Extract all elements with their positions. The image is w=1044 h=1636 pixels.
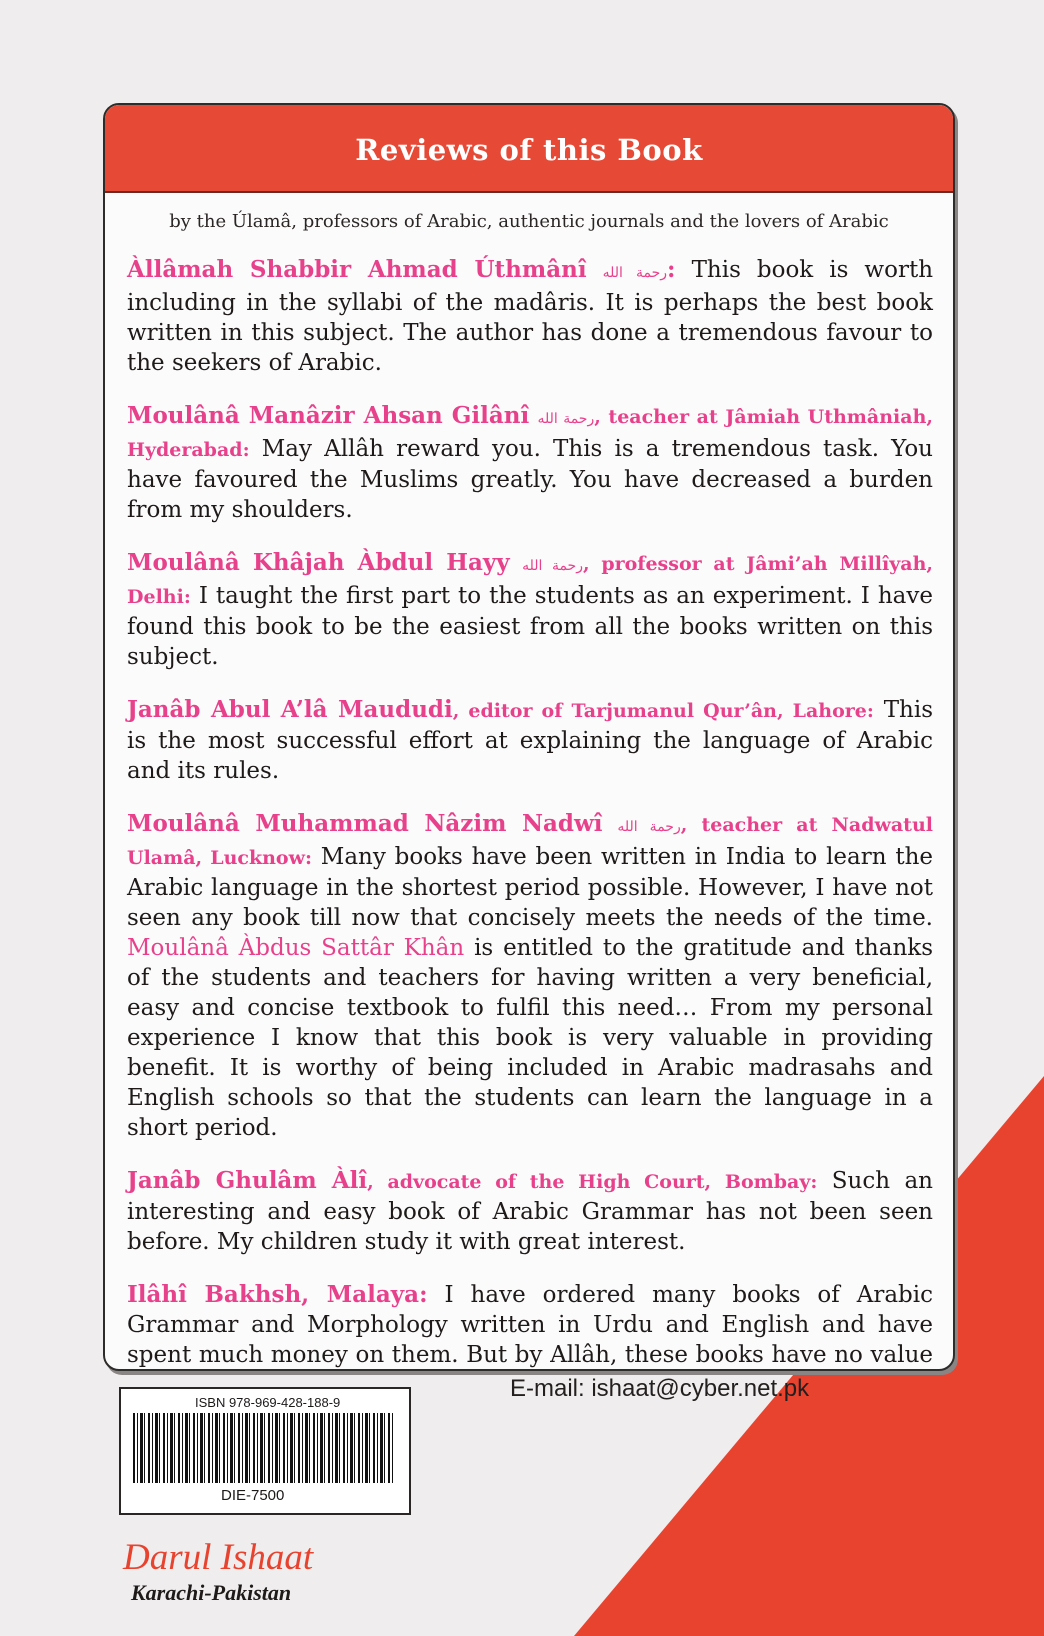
reviews-panel xyxy=(103,103,955,1371)
barcode-label xyxy=(119,1387,411,1515)
review-text: I taught the first part to the students as an experiment. I have found this book to be the easiest from all the books written on this subject. xyxy=(127,583,933,670)
panel-subtitle: by the Úlamâ, professors of Arabic, authentic journals and the lovers of Arabic xyxy=(169,211,889,232)
reviewer-affiliation: , advocate of the High Court, Bombay: xyxy=(367,1171,818,1193)
product-code: DIE-7500 xyxy=(221,1487,285,1504)
reviewer-affiliation: , professor at Jâmi’ah Millîyah, Delhi: xyxy=(127,553,934,608)
review-gilani xyxy=(127,401,933,525)
reviewer-name: Janâb Ghulâm Àlî xyxy=(127,1167,368,1194)
reviewer-affiliation: , teacher at Nadwatul Ulamâ, Lucknow: xyxy=(127,814,933,869)
review-text: This book is worth including in the syllabi of the madâris. It is perhaps the best book written in this subject. The author has done a tremendous favour to the seekers of Arabic. xyxy=(127,257,934,376)
reviewer-affiliation: , teacher at Jâmiah Uthmâniah, Hyderabad: xyxy=(127,406,933,461)
page-title: Reviews of this Book xyxy=(355,133,703,167)
panel-header xyxy=(105,105,953,193)
reviewer-name: Moulânâ Khâjah Àbdul Hayy xyxy=(127,549,510,576)
review-ghulam-ali xyxy=(127,1166,933,1257)
publisher-email: E-mail: ishaat@cyber.net.pk xyxy=(510,1375,810,1402)
review-uthmani xyxy=(127,255,933,378)
author-name-inline: Moulânâ Àbdus Sattâr Khân xyxy=(127,935,465,961)
honorific-text: رحمة الله xyxy=(522,558,583,574)
review-maududi xyxy=(127,695,933,786)
review-text: Many books have been written in India to learn the Arabic language in the shortest period possible. However, I have not seen any book till now that concisely meets the needs of the time. xyxy=(127,844,934,931)
isbn-number: ISBN 978-969-428-188-9 xyxy=(195,1395,341,1410)
review-text: I have ordered many books of Arabic Grammar and Morphology written in Urdu and English and have spent much money on them. But by Allâh, these books have no value xyxy=(127,1282,934,1368)
publisher-location: Karachi-Pakistan xyxy=(131,1580,292,1605)
reviewer-name: Àllâmah Shabbir Ahmad Úthmânî xyxy=(127,256,587,283)
reviewer-name: Moulânâ Muhammad Nâzim Nadwî xyxy=(127,810,603,837)
review-text: May Allâh reward you. This is a tremendous task. You have favoured the Muslims greatly. You have decreased a burden from my shoulders. xyxy=(127,436,933,523)
publisher-name: Darul Ishaat xyxy=(123,1537,314,1578)
review-abdul-hayy xyxy=(127,548,933,672)
barcode-icon xyxy=(133,1413,395,1483)
review-ilahi-bakhsh xyxy=(127,1280,933,1371)
reviews-list xyxy=(105,255,953,1371)
name-colon: : xyxy=(667,256,676,283)
honorific-text: رحمة الله xyxy=(617,819,681,835)
review-text-continued: is entitled to the gratitude and thanks of the students and teachers for having written a very beneficial, easy and concise textbook to fulfil this need… From my personal experience I know that this book is very valuable in providing benefit. It is worthy of being included in Arabic madrasahs and English schools so that the students can learn the language in a short period. xyxy=(127,935,934,1141)
review-nadwi xyxy=(127,809,933,1143)
reviewer-name: Janâb Abul A’lâ Maududi xyxy=(127,696,453,723)
reviewer-name: Ilâhî Bakhsh, Malaya: xyxy=(127,1281,428,1308)
review-text: This is the most successful effort at explaining the language of Arabic and its rules. xyxy=(127,697,934,784)
reviewer-name: Moulânâ Manâzir Ahsan Gilânî xyxy=(127,402,530,429)
reviewer-affiliation: , editor of Tarjumanul Qur’ân, Lahore: xyxy=(452,700,874,722)
review-text: Such an interesting and easy book of Arabic Grammar has not been seen before. My children study it with great interest. xyxy=(127,1168,934,1255)
honorific-text: رحمة الله xyxy=(537,411,595,427)
honorific-text: رحمة الله xyxy=(602,265,668,281)
